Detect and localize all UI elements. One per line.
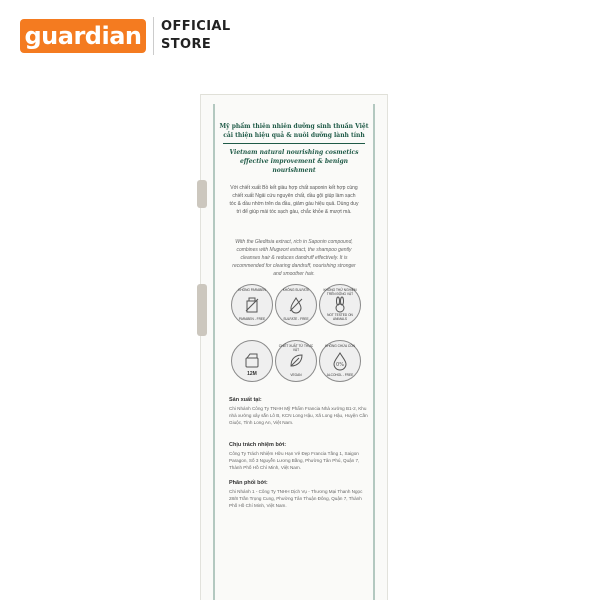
- badge-bottom-text: SULFATE - FREE: [283, 317, 309, 321]
- description-en: With the Gleditsia extract, rich in Saponin compound, combines with Mugwort extract, the shampoo gently cleanses hair & reduces dandruff effectively. It is recommended for clearing dandruff, nourishing stronger and smoother hair.: [232, 239, 356, 277]
- product-box-image: [200, 94, 388, 600]
- title-en-line1: Vietnam natural nourishing cosmetics: [229, 149, 359, 156]
- rabbit-icon: [330, 295, 350, 315]
- official-label: OFFICIAL: [161, 19, 231, 34]
- distributor-label: Phân phối bởi:: [229, 480, 268, 486]
- store-label: STORE: [161, 37, 212, 52]
- badge-top-text: KHÔNG SULFATE: [282, 288, 310, 292]
- right-frame-line: [373, 104, 375, 600]
- responsible-text: Công Ty Trách Nhiệm Hữu Hạn Vẻ Đẹp Francia Tầng 1, Saigon Paragon, Số 3 Nguyễn Lương Bằng, Phường Tân Phú, Quận 7, Thành Phố Hồ Chí Minh, Việt Nam.: [229, 451, 360, 470]
- manufactured-label: Sản xuất tại:: [229, 397, 262, 403]
- leaf-icon: [286, 351, 306, 371]
- manufactured-text: Chi Nhánh Công Ty TNHH Mỹ Phẩm Francia Nhà xưởng B1-2, Khu nhà xưởng xây sẵn Lô B, KCN Long Hậu, Xã Long Hậu, Huyện Cần Giuộc, Tỉnh Long An, Việt Nam.: [229, 406, 368, 425]
- badge-top-text: CHIẾT XUẤT TỪ THỰC VẬT: [278, 344, 314, 352]
- badge-bottom-text: VEGAN: [290, 373, 302, 377]
- title-divider: [223, 143, 365, 144]
- paraben-free-badge: [231, 284, 273, 326]
- badge-top-text: KHÔNG THỬ NGHIỆM TRÊN ĐỘNG VẬT: [323, 288, 357, 296]
- side-ornament-upper: [197, 180, 207, 208]
- badge-bottom-text: 12M: [247, 371, 257, 377]
- responsible-label: Chịu trách nhiệm bởi:: [229, 442, 287, 448]
- description-vn: Với chiết xuất Bồ kết giàu hợp chất saponin kết hợp cùng chiết xuất Ngải cứu nguyên chất, dầu gội giúp làm sạch tóc & dầu nhờn trên da đầu, giảm gàu hiệu quả. Dùng duy trì để giúp mái tóc sạch gàu, chắc khỏe & mượt mà.: [229, 185, 359, 215]
- distributor-text: Chi Nhánh 1 - Công Ty TNHH Dịch Vụ - Thương Mại Thanh Ngọc 28/8 Trần Trọng Cung, Phường Tân Thuận Đông, Quận 7, Thành Phố Hồ Chí Minh, Việt Nam.: [229, 489, 363, 508]
- shelf-life-badge: [231, 340, 273, 382]
- svg-text:0%: 0%: [336, 362, 344, 368]
- badge-top-text: KHÔNG PARABEN: [238, 288, 266, 292]
- guardian-logo[interactable]: guardian: [20, 19, 146, 53]
- header-divider: [153, 17, 154, 55]
- zero-percent-icon: [330, 351, 350, 371]
- badge-bottom-text: NOT TESTED ON ANIMALS: [327, 313, 353, 321]
- vegan-badge: [275, 340, 317, 382]
- left-frame-line: [213, 104, 215, 600]
- sulfate-free-badge: [275, 284, 317, 326]
- box-top-edge: [201, 94, 387, 95]
- title-vn-line2: cải thiện hiệu quả & nuôi dưỡng lành tính: [223, 132, 365, 139]
- drop-icon: [286, 295, 306, 315]
- cruelty-free-badge: [319, 284, 361, 326]
- badge-top-text: KHÔNG CHỨA CỒN: [325, 344, 355, 348]
- store-header: [0, 0, 600, 70]
- badge-bottom-text: PARABEN - FREE: [238, 317, 266, 321]
- jar-icon: [242, 351, 262, 371]
- alcohol-free-badge: [319, 340, 361, 382]
- title-vn-line1: Mỹ phẩm thiên nhiên dưỡng sinh thuần Việt: [219, 123, 369, 130]
- side-ornament-lower: [197, 284, 207, 336]
- badge-bottom-text: ALCOHOL - FREE: [326, 373, 354, 377]
- title-en-line2: effective improvement & benign nourishment: [239, 158, 349, 174]
- bottle-icon: [242, 295, 262, 315]
